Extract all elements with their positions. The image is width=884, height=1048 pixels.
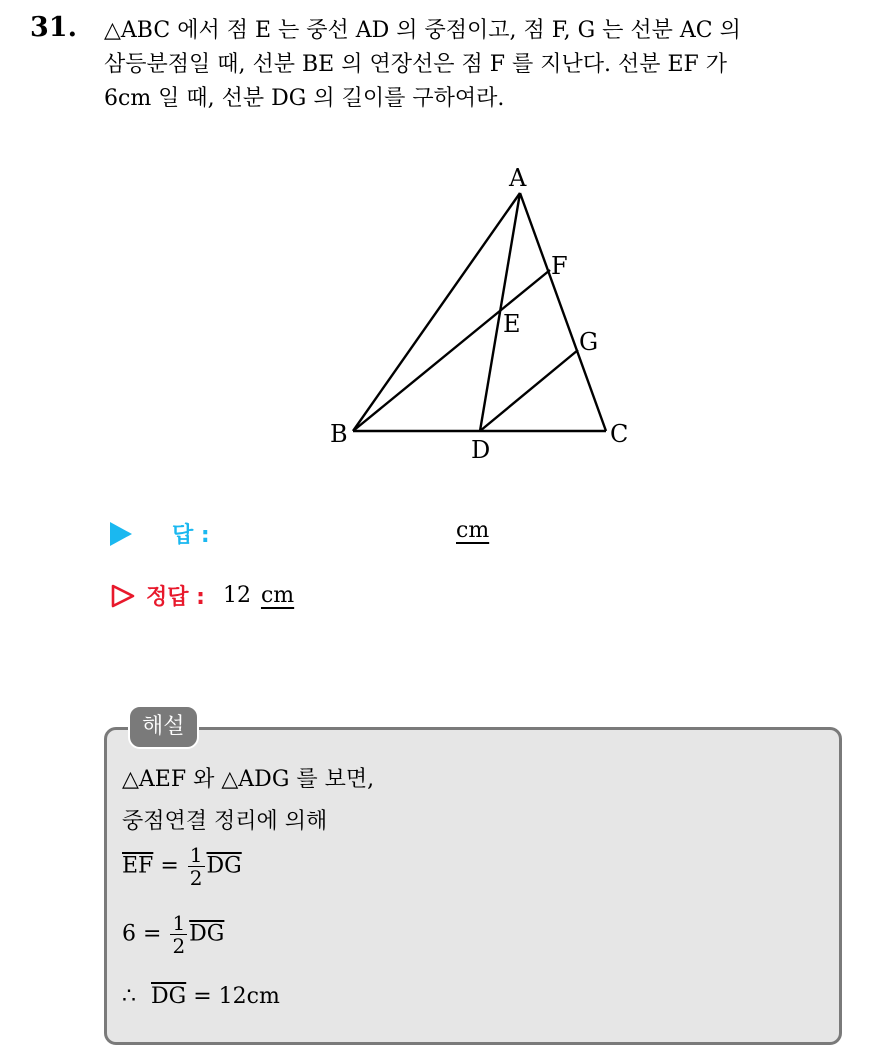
eq3-left: $\overline{DG}$	[151, 984, 187, 1009]
segment-ab	[353, 193, 520, 431]
explanation-line: △AEF 와 △ADG 를 보면,	[122, 767, 375, 792]
label-f: F	[551, 252, 568, 280]
segment-bf	[353, 270, 550, 431]
triangle-figure	[325, 160, 635, 470]
eq1-right: $\overline{DG}$	[206, 853, 242, 879]
eq2-numerator: 1	[172, 911, 186, 935]
answer-label: 답 :	[172, 523, 210, 548]
eq2-denominator: 2	[172, 934, 186, 958]
eq1-numerator: 1	[189, 843, 203, 867]
therefore-symbol: ∴	[122, 984, 136, 1009]
correct-answer-value	[223, 583, 294, 608]
eq1-fraction	[188, 844, 205, 889]
label-d: D	[471, 436, 491, 464]
correct-answer-unit: cm	[260, 583, 295, 608]
question-line: 삼등분점일 때, 선분 BE 의 연장선은 점 F 를 지난다. 선분 EF 가	[104, 52, 728, 77]
figure-lines	[353, 193, 606, 431]
eq3-right: = 12cm	[193, 984, 280, 1009]
explanation-equation-2	[122, 912, 224, 957]
correct-answer-row	[110, 580, 294, 611]
eq2-equals: =	[143, 921, 162, 947]
label-e: E	[503, 310, 521, 338]
question-line: △ABC 에서 점 E 는 중선 AD 의 중점이고, 점 F, G 는 선분 AC 의	[104, 18, 741, 43]
question-text	[104, 14, 870, 116]
outline-triangle-icon	[110, 583, 136, 609]
question-number: 31.	[30, 12, 77, 43]
segment-dg	[480, 350, 578, 431]
play-triangle-icon	[110, 522, 132, 546]
eq2-right: $\overline{DG}$	[189, 921, 225, 947]
correct-answer-label: 정답 :	[146, 585, 205, 610]
explanation-equation-3	[122, 984, 280, 1009]
answer-row	[110, 518, 490, 549]
label-b: B	[330, 420, 348, 448]
eq2-left: 6	[122, 921, 136, 947]
question-line: 6cm 일 때, 선분 DG 의 길이를 구하여라.	[104, 86, 505, 111]
explanation-title: 해설	[128, 705, 199, 749]
label-c: C	[610, 420, 629, 448]
explanation-equation-1	[122, 844, 242, 889]
answer-unit: cm	[456, 518, 490, 543]
label-g: G	[579, 328, 599, 356]
label-a: A	[509, 164, 527, 192]
segment-ac	[520, 193, 606, 431]
correct-answer-number: 12	[222, 583, 251, 608]
eq1-denominator: 2	[189, 866, 203, 890]
eq2-fraction	[170, 912, 187, 957]
eq1-equals: =	[160, 853, 179, 879]
explanation-line: 중점연결 정리에 의해	[122, 809, 328, 834]
eq1-left: $\overline{EF}$	[122, 853, 154, 879]
